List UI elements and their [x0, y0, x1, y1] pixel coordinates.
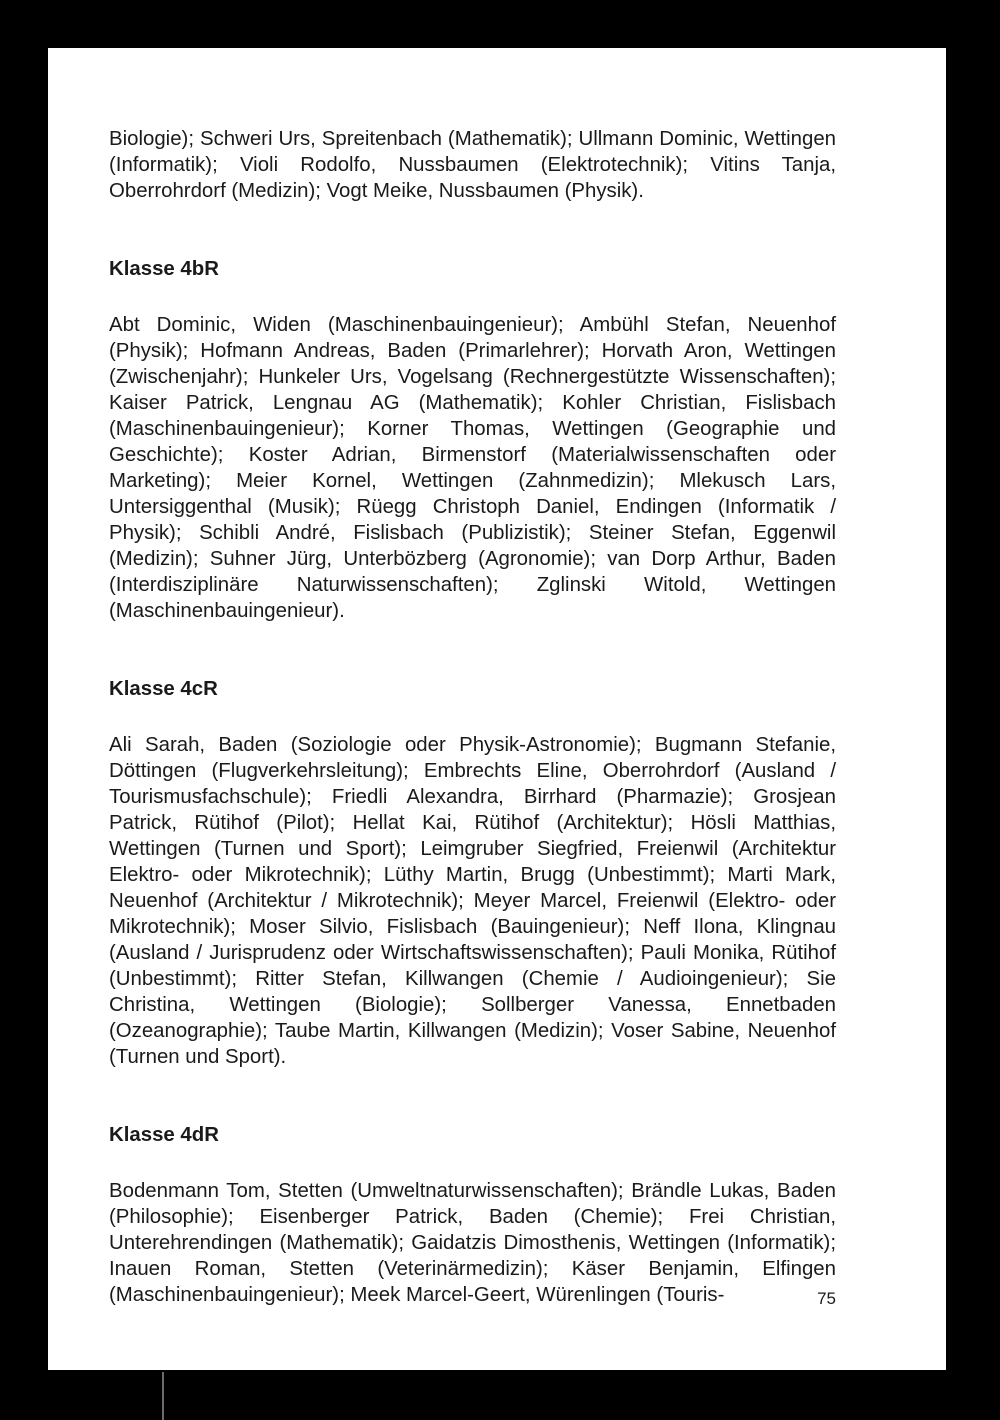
section-heading-4dR: Klasse 4dR [109, 1124, 219, 1146]
document-page [48, 48, 946, 1370]
section-heading-4cR: Klasse 4cR [109, 678, 218, 700]
section-text-4dR: Bodenmann Tom, Stetten (Umweltnaturwissenschaften); Brändle Lukas, Baden (Philosophie); Eisenberger Patrick, Baden (Chemie); Frei Christian, Unterehrendingen (Mathematik); Gaidatzis Dimosthenis, Wettingen (Informatik); Inauen Roman, Stetten (Veterinärmedizin); Käser Benjamin, Elfingen (Maschinenbauingenieur); Meek Marcel-Geert, Würenlingen (Touris- [109, 1180, 836, 1306]
section-text-4bR: Abt Dominic, Widen (Maschinenbauingenieur); Ambühl Stefan, Neuenhof (Physik); Hofmann Andreas, Baden (Primarlehrer); Horvath Aron, Wettingen (Zwischenjahr); Hunkeler Urs, Vogelsang (Rechnergestützte Wissenschaften); Kaiser Patrick, Lengnau AG (Mathematik); Kohler Christian, Fislisbach (Maschinenbauingenieur); Korner Thomas, Wettingen (Geographie und Geschichte); Koster Adrian, Birmenstorf (Materialwissenschaften oder Marketing); Meier Kornel, Wettingen (Zahnmedizin); Mlekusch Lars, Untersiggenthal (Musik); Rüegg Christoph Daniel, Endingen (Informatik / Physik); Schibli André, Fislisbach (Publizistik); Steiner Stefan, Eggenwil (Medizin); Suhner Jürg, Unterbözberg (Agronomie); van Dorp Arthur, Baden (Interdisziplinäre Naturwissenschaften); Zglinski Witold, Wettingen (Maschinenbauingenieur). [109, 314, 836, 622]
intro-paragraph: Biologie); Schweri Urs, Spreitenbach (Mathematik); Ullmann Dominic, Wettingen (Informatik); Violi Rodolfo, Nussbaumen (Elektrotechnik); Vitins Tanja, Oberrohrdorf (Medizin); Vogt Meike, Nussbaumen (Physik). [109, 128, 836, 202]
page-content [109, 126, 836, 1308]
page-number: 75 [817, 1289, 836, 1308]
section-text-4cR: Ali Sarah, Baden (Soziologie oder Physik-Astronomie); Bugmann Stefanie, Döttingen (Flugverkehrsleitung); Embrechts Eline, Oberrohrdorf (Ausland / Tourismusfachschule); Friedli Alexandra, Birrhard (Pharmazie); Grosjean Patrick, Rütihof (Pilot); Hellat Kai, Rütihof (Architektur); Hösli Matthias, Wettingen (Turnen und Sport); Leimgruber Siegfried, Freienwil (Architektur Elektro- oder Mikrotechnik); Lüthy Martin, Brugg (Unbestimmt); Marti Mark, Neuenhof (Architektur / Mikrotechnik); Meyer Marcel, Freienwil (Elektro- oder Mikrotechnik); Moser Silvio, Fislisbach (Bauingenieur); Neff Ilona, Klingnau (Ausland / Jurisprudenz oder Wirtschaftswissenschaften); Pauli Monika, Rütihof (Unbestimmt); Ritter Stefan, Killwangen (Chemie / Audioingenieur); Sie Christina, Wettingen (Biologie); Sollberger Vanessa, Ennetbaden (Ozeanographie); Taube Martin, Killwangen (Medizin); Voser Sabine, Neuenhof (Turnen und Sport). [109, 734, 836, 1068]
section-heading-4bR: Klasse 4bR [109, 258, 219, 280]
binding-edge [162, 1372, 164, 1420]
